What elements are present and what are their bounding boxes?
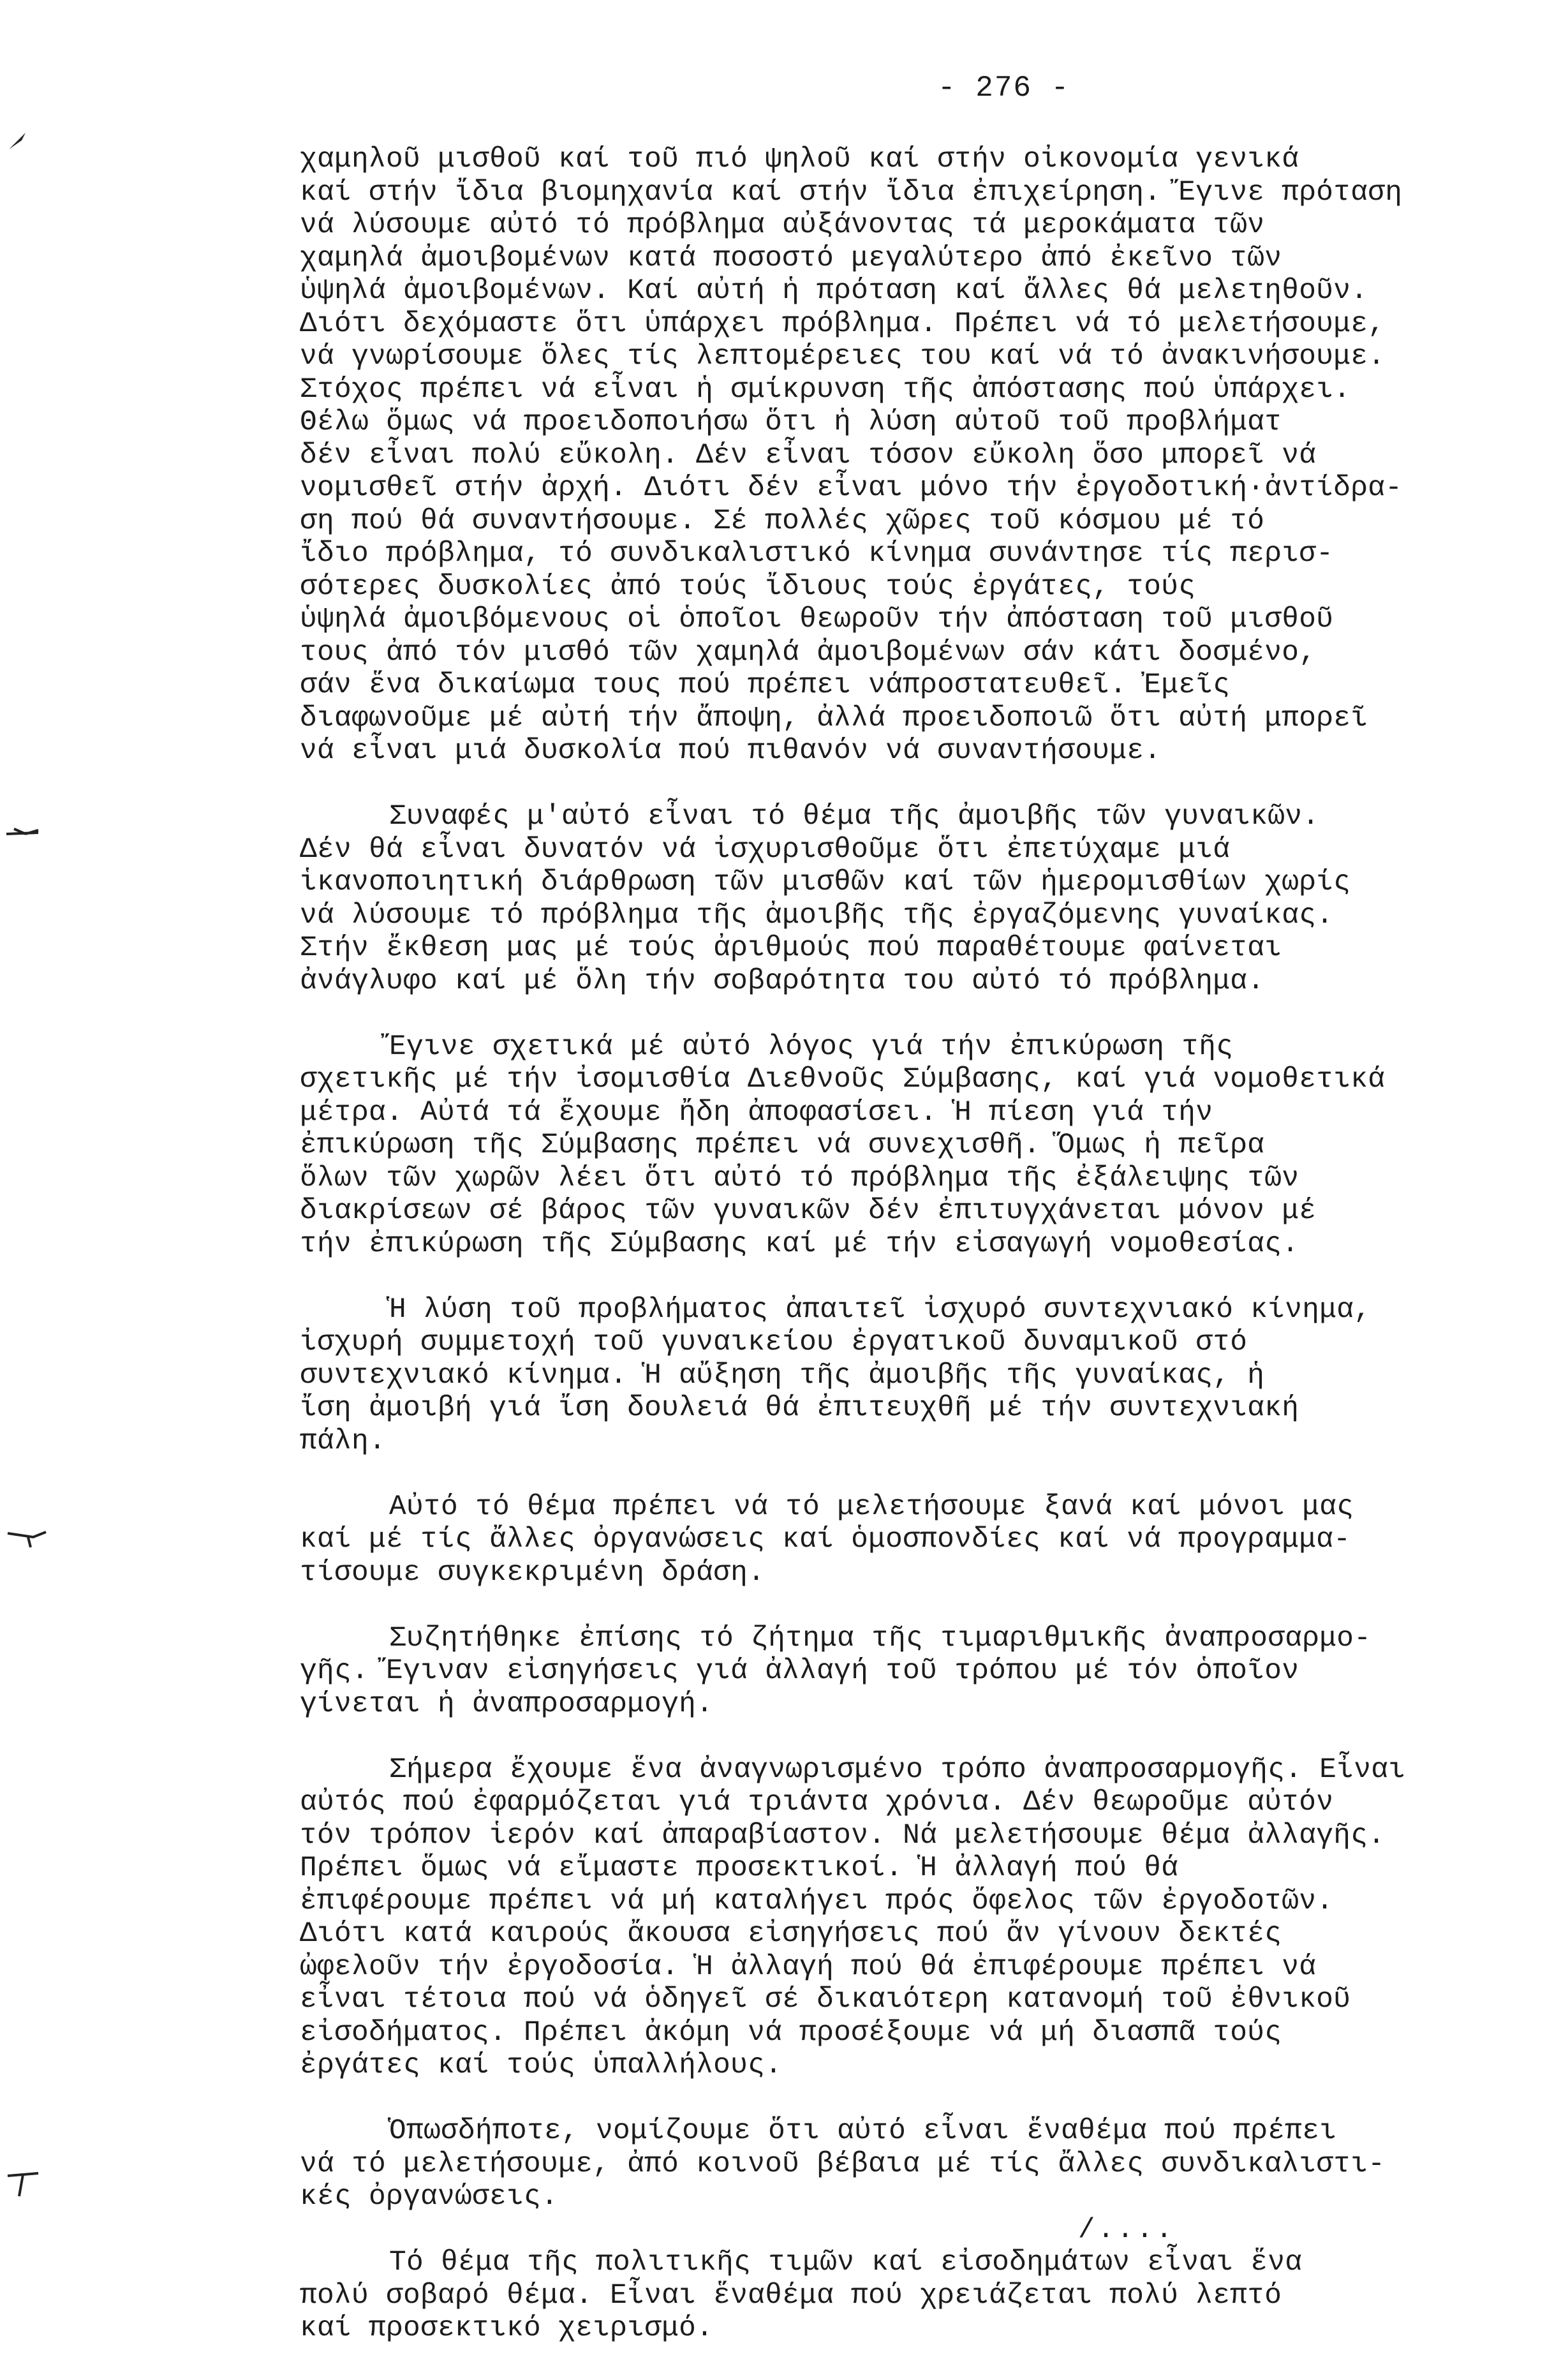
document-body (300, 144, 1541, 2346)
paragraph (300, 1623, 1541, 1722)
text-line: νομισθεῖ στήν ἀρχή. Διότι δέν εἶναι μόνο τήν ἐργοδοτική·ἀντίδρα- (300, 472, 1403, 504)
text-line: Θέλω ὅμως νά προειδοποιήσω ὅτι ἡ λύση αὐτοῦ τοῦ προβλήματ (300, 406, 1282, 438)
text-line: σχετικῆς μέ τήν ἰσομισθία Διεθνοῦς Σύμβασης, καί γιά νομοθετικά (300, 1064, 1386, 1096)
text-line: διακρίσεων σέ βάρος τῶν γυναικῶν δέν ἐπιτυγχάνεται μόνον μέ (300, 1195, 1317, 1227)
paragraph (300, 1754, 1541, 2083)
text-line: Τό θέμα τῆς πολιτικῆς τιμῶν καί εἰσοδημάτων εἶναι ἕνα (389, 2247, 1303, 2279)
text-line: ὑψηλά ἀμοιβόμενους οἱ ὁποῖοι θεωροῦν τήν ἀπόσταση τοῦ μισθοῦ (300, 604, 1334, 636)
text-line: ση πού θά συναντήσουμε. Σέ πολλές χῶρες τοῦ κόσμου μέ τό (300, 505, 1265, 537)
text-line: πάλη. (300, 1425, 387, 1457)
margin-tick-icon (0, 820, 64, 845)
text-line: Ὁπωσδήποτε, νομίζουμε ὅτι αὐτό εἶναι ἕναθέμα πού πρέπει (389, 2115, 1337, 2147)
text-line: Στήν ἔκθεση μας μέ τούς ἀριθμούς πού παραθέτουμε φαίνεται (300, 932, 1282, 964)
text-line: Πρέπει ὅμως νά εἴμαστε προσεκτικοί. Ἡ ἀλλαγή πού θά (300, 1852, 1179, 1884)
text-line: Διότι δεχόμαστε ὅτι ὑπάρχει πρόβλημα. Πρέπει νά τό μελετήσουμε, (300, 308, 1386, 340)
text-line: ὑψηλά ἀμοιβομένων. Καί αὐτή ἡ πρόταση καί ἄλλες θά μελετηθοῦν. (300, 275, 1368, 307)
text-line: σάν ἕνα δικαίωμα τους πού πρέπει νάπροστατευθεῖ. Ἐμεῖς (300, 669, 1231, 701)
text-line: διαφωνοῦμε μέ αὐτή τήν ἄποψη, ἀλλά προειδοποιῶ ὅτι αὐτή μπορεῖ (300, 702, 1368, 734)
page-number: - 276 - (938, 71, 1070, 105)
text-line: ἱκανοποιητική διάρθρωση τῶν μισθῶν καί τῶν ἡμερομισθίων χωρίς (300, 866, 1351, 898)
text-line: ἴση ἀμοιβή γιά ἴση δουλειά θά ἐπιτευχθῆ μέ τήν συντεχνιακή (300, 1392, 1299, 1424)
text-line: καί προσεκτικό χειρισμό. (300, 2312, 714, 2344)
text-line: καί στήν ἴδια βιομηχανία καί στήν ἴδια ἐπιχείρηση. Ἔγινε πρόταση (300, 176, 1403, 209)
paragraph (300, 1294, 1541, 1459)
text-line: κές ὀργανώσεις. (300, 2181, 559, 2213)
paragraph (300, 1491, 1541, 1590)
text-line: τους ἀπό τόν μισθό τῶν χαμηλά ἀμοιβομένων σάν κάτι δοσμένο, (300, 636, 1317, 669)
text-line: ὠφελοῦν τήν ἐργοδοσία. Ἡ ἀλλαγή πού θά ἐπιφέρουμε πρέπει νά (300, 1951, 1317, 1983)
text-line: πολύ σοβαρό θέμα. Εἶναι ἕναθέμα πού χρειάζεται πολύ λεπτό (300, 2279, 1282, 2312)
text-line: Δέν θά εἶναι δυνατόν νά ἰσχυρισθοῦμε ὅτι ἐπετύχαμε μιά (300, 833, 1231, 866)
continuation-mark: /.... (1078, 2214, 1176, 2246)
margin-tick-icon (0, 121, 51, 160)
paragraph (300, 2247, 1541, 2346)
text-line: νά λύσουμε αὐτό τό πρόβλημα αὐξάνοντας τά μεροκάματα τῶν (300, 209, 1265, 241)
paragraph (300, 1031, 1541, 1261)
text-line: ὅλων τῶν χωρῶν λέει ὅτι αὐτό τό πρόβλημα τῆς ἐξάλειψης τῶν (300, 1162, 1299, 1194)
margin-tick-icon (0, 2163, 64, 2201)
text-line: νά εἶναι μιά δυσκολία πού πιθανόν νά συναντήσουμε. (300, 735, 1162, 767)
text-line: Ἔγινε σχετικά μέ αὐτό λόγος γιά τήν ἐπικύρωση τῆς (389, 1030, 1234, 1063)
text-line: χαμηλοῦ μισθοῦ καί τοῦ πιό ψηλοῦ καί στήν οἰκονομία γενικά (300, 144, 1299, 175)
text-line: καί μέ τίς ἄλλες ὀργανώσεις καί ὁμοσπονδίες καί νά προγραμμα- (300, 1524, 1351, 1556)
text-line: ἰσχυρή συμμετοχή τοῦ γυναικείου ἐργατικοῦ δυναμικοῦ στό (300, 1327, 1248, 1358)
text-line: Αὐτό τό θέμα πρέπει νά τό μελετήσουμε ξανά καί μόνοι μας (389, 1491, 1354, 1523)
text-line: Συζητήθηκε ἐπίσης τό ζήτημα τῆς τιμαριθμικῆς ἀναπροσαρμο- (389, 1622, 1372, 1655)
text-line: χαμηλά ἀμοιβομένων κατά ποσοστό μεγαλύτερο ἀπό ἐκεῖνο τῶν (300, 242, 1282, 274)
text-line: αὐτός πού ἐφαρμόζεται γιά τριάντα χρόνια. Δέν θεωροῦμε αὐτόν (300, 1787, 1334, 1818)
text-line: ἀνάγλυφο καί μέ ὅλη τήν σοβαρότητα του αὐτό τό πρόβλημα. (300, 965, 1265, 997)
text-line: μέτρα. Αὐτά τά ἔχουμε ἤδη ἀποφασίσει. Ἡ πίεση γιά τήν (300, 1096, 1213, 1129)
text-line: νά λύσουμε τό πρόβλημα τῆς ἀμοιβῆς τῆς ἐργαζόμενης γυναίκας. (300, 899, 1334, 932)
paragraph (300, 801, 1541, 998)
text-line: συντεχνιακό κίνημα. Ἡ αὔξηση τῆς ἀμοιβῆς τῆς γυναίκας, ἡ (300, 1359, 1265, 1392)
text-line: τίσουμε συγκεκριμένη δράση. (300, 1556, 766, 1589)
text-line: εἰσοδήματος. Πρέπει ἀκόμη νά προσέξουμε νά μή διασπᾶ τούς (300, 2016, 1282, 2049)
paragraph (300, 144, 1541, 768)
margin-tick-icon (0, 1522, 64, 1554)
text-line: Συναφές μ'αὐτό εἶναι τό θέμα τῆς ἀμοιβῆς τῶν γυναικῶν. (389, 801, 1320, 833)
text-line: ἐργάτες καί τούς ὑπαλλήλους. (300, 2049, 783, 2081)
text-line: σότερες δυσκολίες ἀπό τούς ἴδιους τούς ἐργάτες, τούς (300, 570, 1196, 603)
text-line: νά τό μελετήσουμε, ἀπό κοινοῦ βέβαια μέ τίς ἄλλες συνδικαλιστι- (300, 2148, 1386, 2180)
text-line: γίνεται ἡ ἀναπροσαρμογή. (300, 1688, 714, 1720)
text-line: τήν ἐπικύρωση τῆς Σύμβασης καί μέ τήν εἰσαγωγή νομοθεσίας. (300, 1228, 1299, 1260)
text-line: Στόχος πρέπει νά εἶναι ἡ σμίκρυνση τῆς ἀπόστασης πού ὑπάρχει. (300, 373, 1351, 406)
text-line: ἴδιο πρόβλημα, τό συνδικαλιστικό κίνημα συνάντησε τίς περισ- (300, 538, 1334, 570)
text-line: ἐπικύρωση τῆς Σύμβασης πρέπει νά συνεχισθῆ. Ὅμως ἡ πεῖρα (300, 1129, 1265, 1161)
text-line: δέν εἶναι πολύ εὔκολη. Δέν εἶναι τόσον εὔκολη ὅσο μπορεῖ νά (300, 439, 1317, 472)
text-line: τόν τρόπον ἱερόν καί ἀπαραβίαστον. Νά μελετήσουμε θέμα ἀλλαγῆς. (300, 1819, 1386, 1852)
text-line: Ἡ λύση τοῦ προβλήματος ἀπαιτεῖ ἰσχυρό συντεχνιακό κίνημα, (389, 1293, 1372, 1326)
text-line: Διότι κατά καιρούς ἄκουσα εἰσηγήσεις πού ἄν γίνουν δεκτές (300, 1918, 1282, 1950)
text-line: Σήμερα ἔχουμε ἕνα ἀναγνωρισμένο τρόπο ἀναπροσαρμογῆς. Εἶναι (389, 1753, 1406, 1786)
paragraph (300, 2115, 1541, 2214)
text-line: εἶναι τέτοια πού νά ὁδηγεῖ σέ δικαιότερη κατανομή τοῦ ἐθνικοῦ (300, 1984, 1351, 2016)
text-line: ἐπιφέρουμε πρέπει νά μή καταλήγει πρός ὄφελος τῶν ἐργοδοτῶν. (300, 1885, 1334, 1917)
text-line: γῆς. Ἔγιναν εἰσηγήσεις γιά ἀλλαγή τοῦ τρόπου μέ τόν ὁποῖον (300, 1655, 1299, 1687)
text-line: νά γνωρίσουμε ὅλες τίς λεπτομέρειες του καί νά τό ἀνακινήσουμε. (300, 341, 1386, 373)
